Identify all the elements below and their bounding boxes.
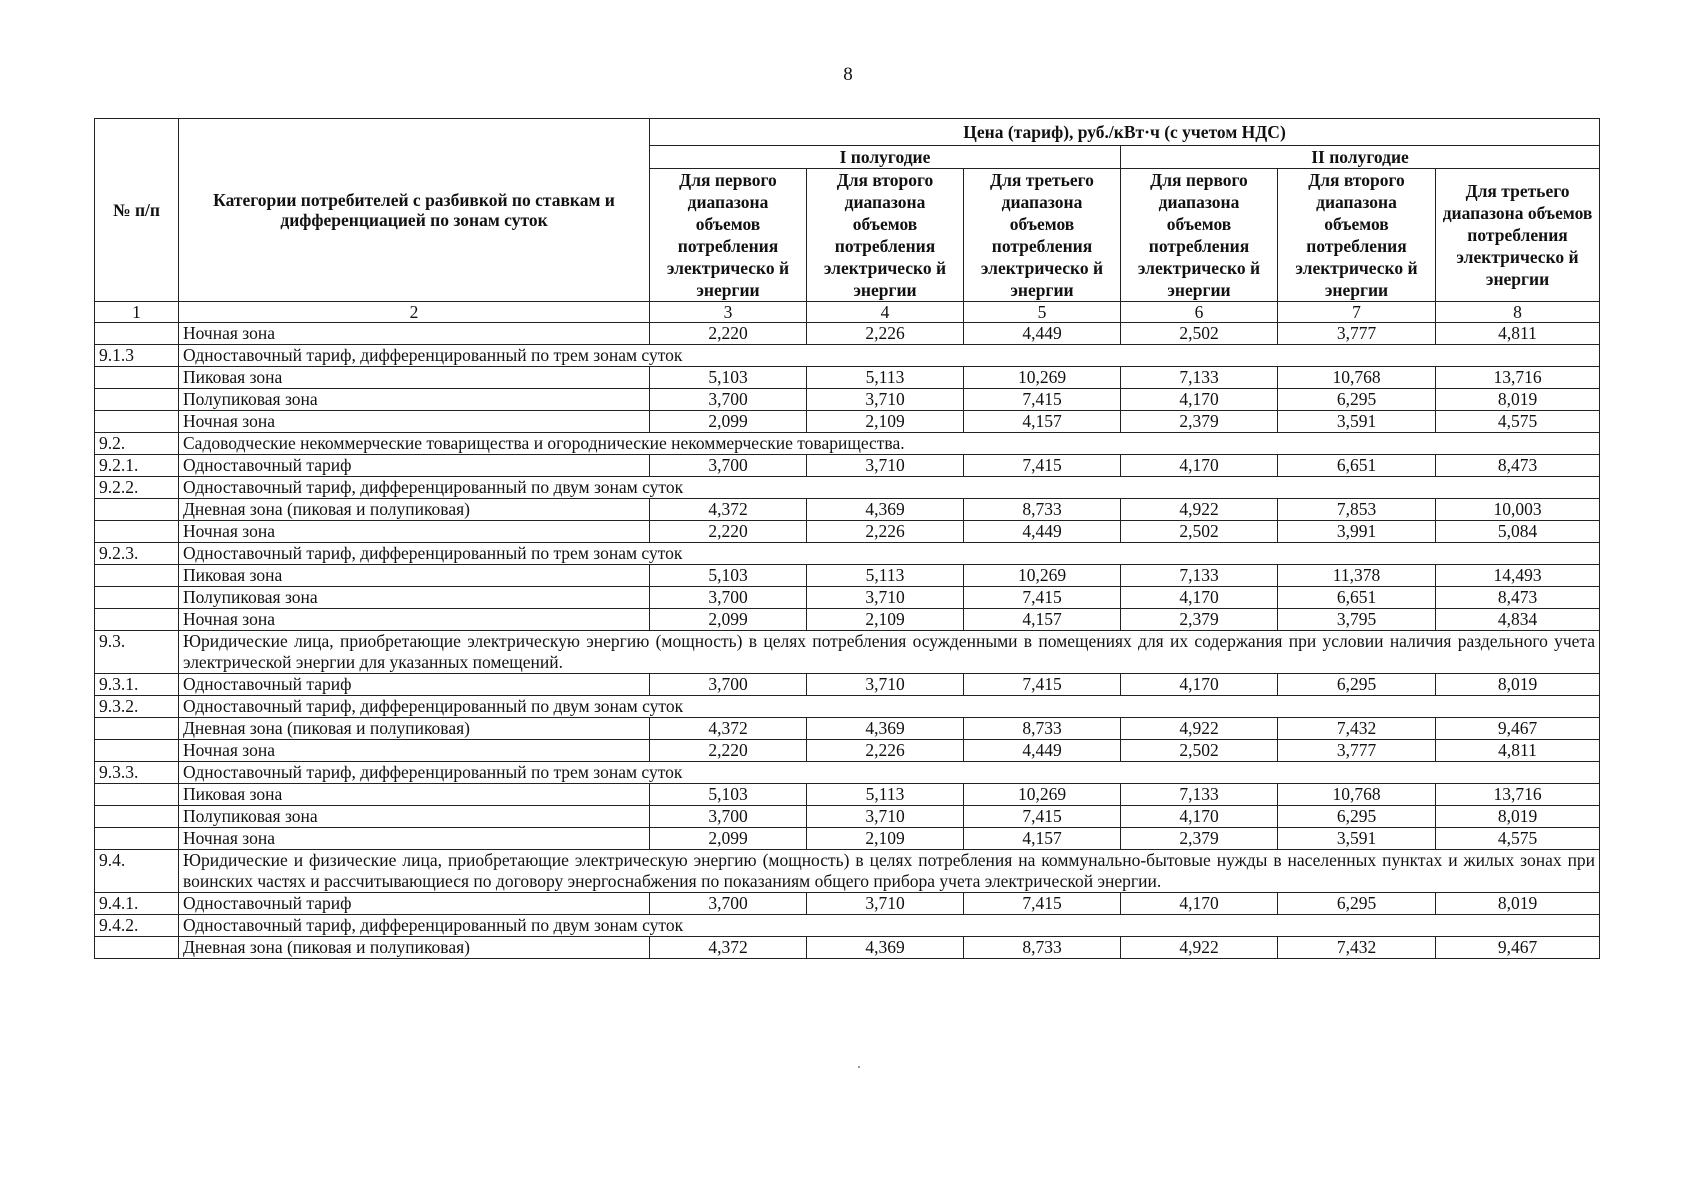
tariff-value: 7,415: [964, 389, 1121, 411]
half-year-1-header: I полугодие: [650, 146, 1121, 169]
tariff-value: 2,220: [650, 323, 807, 345]
tariff-value: 8,733: [964, 937, 1121, 959]
table-row: [95, 718, 1600, 740]
row-label: Одноставочный тариф, дифференцированный по трем зонам суток: [179, 543, 1600, 565]
column-index: 1: [95, 302, 179, 323]
page-number: 8: [843, 64, 853, 85]
row-label: Одноставочный тариф: [179, 455, 650, 477]
column-header-range: Для третьего диапазона объемов потребления электрическо й энергии: [964, 169, 1121, 302]
table-header: [95, 119, 1600, 323]
tariff-value: 3,710: [807, 893, 964, 915]
column-index-row: [95, 302, 1600, 323]
tariff-value: 4,170: [1121, 674, 1278, 696]
tariff-value: 4,372: [650, 937, 807, 959]
tariff-value: 7,133: [1121, 367, 1278, 389]
tariff-value: 8,733: [964, 718, 1121, 740]
tariff-value: 3,710: [807, 455, 964, 477]
tariff-value: 3,777: [1278, 740, 1436, 762]
tariff-value: 9,467: [1436, 718, 1600, 740]
table-row: [95, 740, 1600, 762]
tariff-value: 2,099: [650, 609, 807, 631]
tariff-value: 2,226: [807, 323, 964, 345]
tariff-value: 4,157: [964, 828, 1121, 850]
column-header-number: № п/п: [95, 119, 179, 302]
table-row: [95, 609, 1600, 631]
row-label: Юридические и физические лица, приобретающие электрическую энергию (мощность) в целях потребления на коммунально-бытовые нужды в населенных пунктах и жилых зонах при воинских частях и рассчитывающиеся по договору энергоснабжения по показаниям общего прибора учета электрической энергии.: [179, 850, 1600, 893]
price-title: Цена (тариф), руб./кВт·ч (с учетом НДС): [650, 119, 1600, 146]
tariff-value: 10,269: [964, 367, 1121, 389]
row-code: [95, 609, 179, 631]
column-index: 3: [650, 302, 807, 323]
tariff-value: 3,991: [1278, 521, 1436, 543]
tariff-value: 4,170: [1121, 455, 1278, 477]
tariff-value: 2,226: [807, 521, 964, 543]
column-index: 2: [179, 302, 650, 323]
table-row: [95, 915, 1600, 937]
tariff-value: 11,378: [1278, 565, 1436, 587]
tariff-value: 4,922: [1121, 499, 1278, 521]
row-label: Полупиковая зона: [179, 806, 650, 828]
row-label: Ночная зона: [179, 828, 650, 850]
tariff-value: 4,575: [1436, 828, 1600, 850]
column-header-range: Для первого диапазона объемов потребления электрическо й энергии: [650, 169, 807, 302]
row-label: Одноставочный тариф, дифференцированный по двум зонам суток: [179, 915, 1600, 937]
column-header-category: Категории потребителей с разбивкой по ставкам и дифференциацией по зонам суток: [179, 119, 650, 302]
tariff-value: 3,710: [807, 674, 964, 696]
table-row: [95, 696, 1600, 718]
tariff-value: 3,591: [1278, 411, 1436, 433]
tariff-value: 8,019: [1436, 893, 1600, 915]
column-header-range: Для второго диапазона объемов потребления электрическо й энергии: [807, 169, 964, 302]
row-label: Пиковая зона: [179, 565, 650, 587]
row-code: 9.4.1.: [95, 893, 179, 915]
row-code: [95, 784, 179, 806]
table-row: [95, 499, 1600, 521]
tariff-value: 7,432: [1278, 718, 1436, 740]
row-code: 9.3.: [95, 631, 179, 674]
row-label: Ночная зона: [179, 609, 650, 631]
tariff-value: 4,157: [964, 411, 1121, 433]
tariff-value: 8,019: [1436, 674, 1600, 696]
column-index: 6: [1121, 302, 1278, 323]
tariff-value: 4,922: [1121, 937, 1278, 959]
tariff-value: 5,103: [650, 565, 807, 587]
row-code: 9.1.3: [95, 345, 179, 367]
row-label: Дневная зона (пиковая и полупиковая): [179, 499, 650, 521]
column-header-range: Для первого диапазона объемов потребления электрическо й энергии: [1121, 169, 1278, 302]
tariff-value: 8,019: [1436, 806, 1600, 828]
tariff-value: 13,716: [1436, 784, 1600, 806]
row-label: Одноставочный тариф, дифференцированный по двум зонам суток: [179, 477, 1600, 499]
table-row: [95, 367, 1600, 389]
table-row: [95, 762, 1600, 784]
tariff-value: 6,295: [1278, 806, 1436, 828]
tariff-value: 2,226: [807, 740, 964, 762]
table-row: [95, 521, 1600, 543]
tariff-value: 4,922: [1121, 718, 1278, 740]
tariff-value: 3,700: [650, 806, 807, 828]
column-header-range: Для третьего диапазона объемов потребления электрическо й энергии: [1436, 169, 1600, 302]
row-code: 9.3.2.: [95, 696, 179, 718]
table-row: [95, 345, 1600, 367]
tariff-value: 2,502: [1121, 323, 1278, 345]
tariff-value: 2,220: [650, 740, 807, 762]
row-label: Дневная зона (пиковая и полупиковая): [179, 937, 650, 959]
row-code: [95, 937, 179, 959]
column-index: 5: [964, 302, 1121, 323]
row-code: 9.2.: [95, 433, 179, 455]
tariff-value: 4,372: [650, 499, 807, 521]
row-code: [95, 587, 179, 609]
row-code: [95, 367, 179, 389]
tariff-value: 4,811: [1436, 740, 1600, 762]
tariff-value: 2,109: [807, 609, 964, 631]
tariff-value: 8,473: [1436, 455, 1600, 477]
tariff-value: 3,795: [1278, 609, 1436, 631]
row-label: Полупиковая зона: [179, 587, 650, 609]
tariff-value: 6,295: [1278, 893, 1436, 915]
tariff-value: 2,220: [650, 521, 807, 543]
tariff-value: 2,502: [1121, 740, 1278, 762]
tariff-value: 2,109: [807, 411, 964, 433]
tariff-value: 4,369: [807, 499, 964, 521]
row-label: Пиковая зона: [179, 784, 650, 806]
tariff-value: 4,170: [1121, 893, 1278, 915]
half-year-2-header: II полугодие: [1121, 146, 1600, 169]
row-label: Пиковая зона: [179, 367, 650, 389]
tariff-value: 4,369: [807, 718, 964, 740]
tariff-table: [94, 118, 1600, 959]
tariff-value: 2,379: [1121, 411, 1278, 433]
table-row: [95, 323, 1600, 345]
column-index: 4: [807, 302, 964, 323]
tariff-value: 7,133: [1121, 784, 1278, 806]
tariff-value: 4,170: [1121, 389, 1278, 411]
tariff-value: 4,834: [1436, 609, 1600, 631]
tariff-value: 2,502: [1121, 521, 1278, 543]
tariff-value: 4,170: [1121, 587, 1278, 609]
table-row: [95, 631, 1600, 674]
row-code: 9.2.2.: [95, 477, 179, 499]
tariff-value: 2,379: [1121, 609, 1278, 631]
tariff-value: 10,768: [1278, 784, 1436, 806]
row-code: [95, 521, 179, 543]
tariff-value: 3,700: [650, 455, 807, 477]
table-row: [95, 806, 1600, 828]
row-label: Полупиковая зона: [179, 389, 650, 411]
column-index: 7: [1278, 302, 1436, 323]
row-label: Дневная зона (пиковая и полупиковая): [179, 718, 650, 740]
tariff-value: 4,811: [1436, 323, 1600, 345]
tariff-value: 4,449: [964, 740, 1121, 762]
column-header-range: Для второго диапазона объемов потребления электрическо й энергии: [1278, 169, 1436, 302]
tariff-value: 7,853: [1278, 499, 1436, 521]
table-row: [95, 565, 1600, 587]
row-label: Одноставочный тариф, дифференцированный по трем зонам суток: [179, 345, 1600, 367]
tariff-value: 3,710: [807, 389, 964, 411]
tariff-value: 7,415: [964, 806, 1121, 828]
row-code: 9.4.: [95, 850, 179, 893]
tariff-value: 4,372: [650, 718, 807, 740]
row-label: Одноставочный тариф: [179, 893, 650, 915]
tariff-value: 7,415: [964, 587, 1121, 609]
row-label: Ночная зона: [179, 521, 650, 543]
tariff-value: 3,710: [807, 806, 964, 828]
tariff-value: 2,379: [1121, 828, 1278, 850]
tariff-value: 5,103: [650, 367, 807, 389]
tariff-value: 4,449: [964, 521, 1121, 543]
row-code: 9.4.2.: [95, 915, 179, 937]
tariff-value: 7,133: [1121, 565, 1278, 587]
scan-speck: [858, 1066, 860, 1068]
tariff-value: 4,157: [964, 609, 1121, 631]
row-code: [95, 411, 179, 433]
row-label: Ночная зона: [179, 740, 650, 762]
row-label: Ночная зона: [179, 323, 650, 345]
row-code: [95, 389, 179, 411]
tariff-value: 2,109: [807, 828, 964, 850]
tariff-value: 7,432: [1278, 937, 1436, 959]
table-row: [95, 543, 1600, 565]
row-code: [95, 499, 179, 521]
tariff-value: 3,700: [650, 587, 807, 609]
table-row: [95, 389, 1600, 411]
tariff-value: 8,733: [964, 499, 1121, 521]
row-code: 9.3.1.: [95, 674, 179, 696]
row-code: [95, 828, 179, 850]
tariff-value: 5,084: [1436, 521, 1600, 543]
row-code: 9.3.3.: [95, 762, 179, 784]
column-index: 8: [1436, 302, 1600, 323]
tariff-value: 14,493: [1436, 565, 1600, 587]
tariff-value: 3,700: [650, 893, 807, 915]
table-row: [95, 433, 1600, 455]
table-row: [95, 411, 1600, 433]
table-row: [95, 587, 1600, 609]
tariff-value: 7,415: [964, 674, 1121, 696]
tariff-value: 10,768: [1278, 367, 1436, 389]
tariff-value: 2,099: [650, 411, 807, 433]
table-row: [95, 674, 1600, 696]
row-code: [95, 718, 179, 740]
tariff-value: 10,003: [1436, 499, 1600, 521]
tariff-value: 2,099: [650, 828, 807, 850]
row-label: Одноставочный тариф, дифференцированный по трем зонам суток: [179, 762, 1600, 784]
tariff-value: 5,103: [650, 784, 807, 806]
tariff-value: 4,449: [964, 323, 1121, 345]
tariff-value: 7,415: [964, 455, 1121, 477]
row-code: [95, 565, 179, 587]
tariff-value: 3,591: [1278, 828, 1436, 850]
table-row: [95, 477, 1600, 499]
row-label: Одноставочный тариф: [179, 674, 650, 696]
table-row: [95, 455, 1600, 477]
tariff-value: 8,473: [1436, 587, 1600, 609]
row-code: [95, 740, 179, 762]
tariff-value: 10,269: [964, 784, 1121, 806]
row-code: [95, 806, 179, 828]
tariff-value: 9,467: [1436, 937, 1600, 959]
tariff-value: 6,295: [1278, 389, 1436, 411]
tariff-value: 5,113: [807, 367, 964, 389]
tariff-value: 6,651: [1278, 587, 1436, 609]
row-label: Одноставочный тариф, дифференцированный по двум зонам суток: [179, 696, 1600, 718]
row-code: [95, 323, 179, 345]
tariff-value: 4,369: [807, 937, 964, 959]
tariff-value: 3,777: [1278, 323, 1436, 345]
tariff-value: 5,113: [807, 784, 964, 806]
tariff-value: 5,113: [807, 565, 964, 587]
tariff-value: 6,651: [1278, 455, 1436, 477]
tariff-value: 7,415: [964, 893, 1121, 915]
tariff-value: 4,170: [1121, 806, 1278, 828]
row-code: 9.2.3.: [95, 543, 179, 565]
table-row: [95, 937, 1600, 959]
row-label: Юридические лица, приобретающие электрическую энергию (мощность) в целях потребления осужденными в помещениях для их содержания при условии наличия раздельного учета электрической энергии для указанных помещений.: [179, 631, 1600, 674]
table-row: [95, 850, 1600, 893]
tariff-value: 6,295: [1278, 674, 1436, 696]
row-label: Ночная зона: [179, 411, 650, 433]
table-row: [95, 784, 1600, 806]
row-code: 9.2.1.: [95, 455, 179, 477]
tariff-value: 10,269: [964, 565, 1121, 587]
row-label: Садоводческие некоммерческие товарищества и огороднические некоммерческие товарищества.: [179, 433, 1600, 455]
tariff-value: 13,716: [1436, 367, 1600, 389]
table-row: [95, 893, 1600, 915]
table-row: [95, 828, 1600, 850]
tariff-value: 8,019: [1436, 389, 1600, 411]
tariff-value: 4,575: [1436, 411, 1600, 433]
tariff-value: 3,700: [650, 674, 807, 696]
tariff-value: 3,710: [807, 587, 964, 609]
tariff-value: 3,700: [650, 389, 807, 411]
table-body: [95, 323, 1600, 959]
